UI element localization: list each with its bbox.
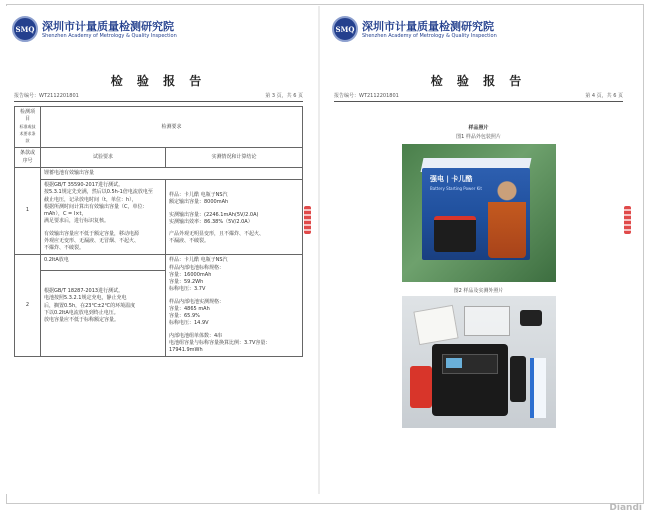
report-title: 检 验 报 告 [430,74,527,88]
watermark: Diandi [609,503,642,513]
photo-caption-1: 图1 样品外包装照片 [456,134,501,140]
report-number: 报告编号：WT2112201801 [14,93,79,99]
report-page-4 [326,6,631,494]
report-page-3 [6,6,311,494]
package-brand: 强电 | 卡儿酷 [430,175,473,183]
inspection-table [14,106,303,357]
subheader-result: 实测情况和计算结论 [166,148,303,168]
institute-logo: SMQ [12,16,38,42]
page-number: 第 4 页，共 6 页 [585,93,623,99]
seal-stamp-edge [304,206,311,234]
row-result: 样品：卡儿酷 电瓶子NS汽 样品内部电池标称规格： 容量：16000mAh 容量：59.2Wh 标称电压：3.7V 样品内部电池实测规格： 容量：4865 mAh 容量：65.9% 标称电压：14.9V 内部电池组单体数：4串 电池组容量与标称容量换算比例：3.7V容量： 17941.9mWh [166,255,303,357]
red-clamp-image [410,366,432,408]
photos-section-title: 样品照片 [468,125,489,131]
row-requirement: 根据GB/T 18287-2013进行测试。 电池按照5.3.2.1规定充电，静止充电 后，搁置0.5h，在23℃±2℃的环境温度 下以0.2ItA电流放电到终止电压。 放电容量应不低于标称额定容量。 [41,271,166,357]
table-header-row [15,107,303,148]
row-requirement: 根据GB/T 35590-2017进行测试。 按5.3.1规定先充满，然后以0.5h-1倍电流放电至 截止电压，记录放电时间（t，单位：h）， 根据所测时间计算出有效输出容量（C，单位： mAh），C = I×t， 满足要求后，进行标识复核。 有效输出容量应不低于额定容量，移动电源 外观应无变形、无漏液、无冒烟、不起火、 不爆炸、不破裂。 [41,180,166,255]
photo-packaging [402,144,556,282]
header-rule [14,101,303,102]
institute-name-en: Shenzhen Academy of Metrology & Quality Inspection [42,33,177,39]
info-card-image [530,358,546,418]
plastic-bag-image [464,306,510,336]
report-title: 检 验 报 告 [110,74,207,88]
row-item-name: 0.2ItA放电 [41,255,166,271]
table-row [15,255,303,271]
photo-caption-2: 图2 样品及实测外照片 [453,288,504,294]
subheader-seq: 条款或序号 [15,148,41,168]
subheader-test-req: 试验要求 [41,148,166,168]
header-requirements: 检测要求 [41,107,303,148]
row-item-name: 锂蓄电池有效输出容量 [41,167,303,179]
header-rule [334,101,623,102]
package-slogan: Battery Starting Power Kit [430,186,482,191]
black-clamp-image [510,356,526,402]
table-subheader-row [15,148,303,168]
row-seq: 1 [15,167,41,255]
jump-starter-screen [446,358,462,368]
package-person-image [488,178,526,258]
institute-name-en: Shenzhen Academy of Metrology & Quality Inspection [362,33,497,39]
report-header [332,16,622,46]
report-meta [334,92,623,99]
table-row [15,180,303,255]
page-number: 第 3 页，共 6 页 [265,93,303,99]
institute-name-cn: 深圳市计量质量检测研究院 [362,20,494,33]
table-row [15,167,303,179]
report-number: 报告编号：WT2112201801 [334,93,399,99]
report-header [12,16,302,46]
page-divider [318,6,320,494]
package-device-image [434,216,476,252]
seal-stamp-edge [624,206,631,234]
row-result: 样品：卡儿酷 电瓶子NS汽 额定输出容量：8000mAh 实测输出容量：(2246.1mAh(5V/2.0A) 实测输出效率：86.38%（5V/2.0A） 产品外观无明显变形，且不爆炸、不起火、 不漏液、不破裂。 [166,180,303,255]
charger-image [520,310,542,326]
row-seq: 2 [15,255,41,357]
institute-name-cn: 深圳市计量质量检测研究院 [42,20,174,33]
header-item: 检测项目 标准或技术要求条款 [15,107,41,148]
report-meta [14,92,303,99]
photo-sample-contents [402,296,556,428]
manual-image [413,305,458,345]
institute-logo: SMQ [332,16,358,42]
